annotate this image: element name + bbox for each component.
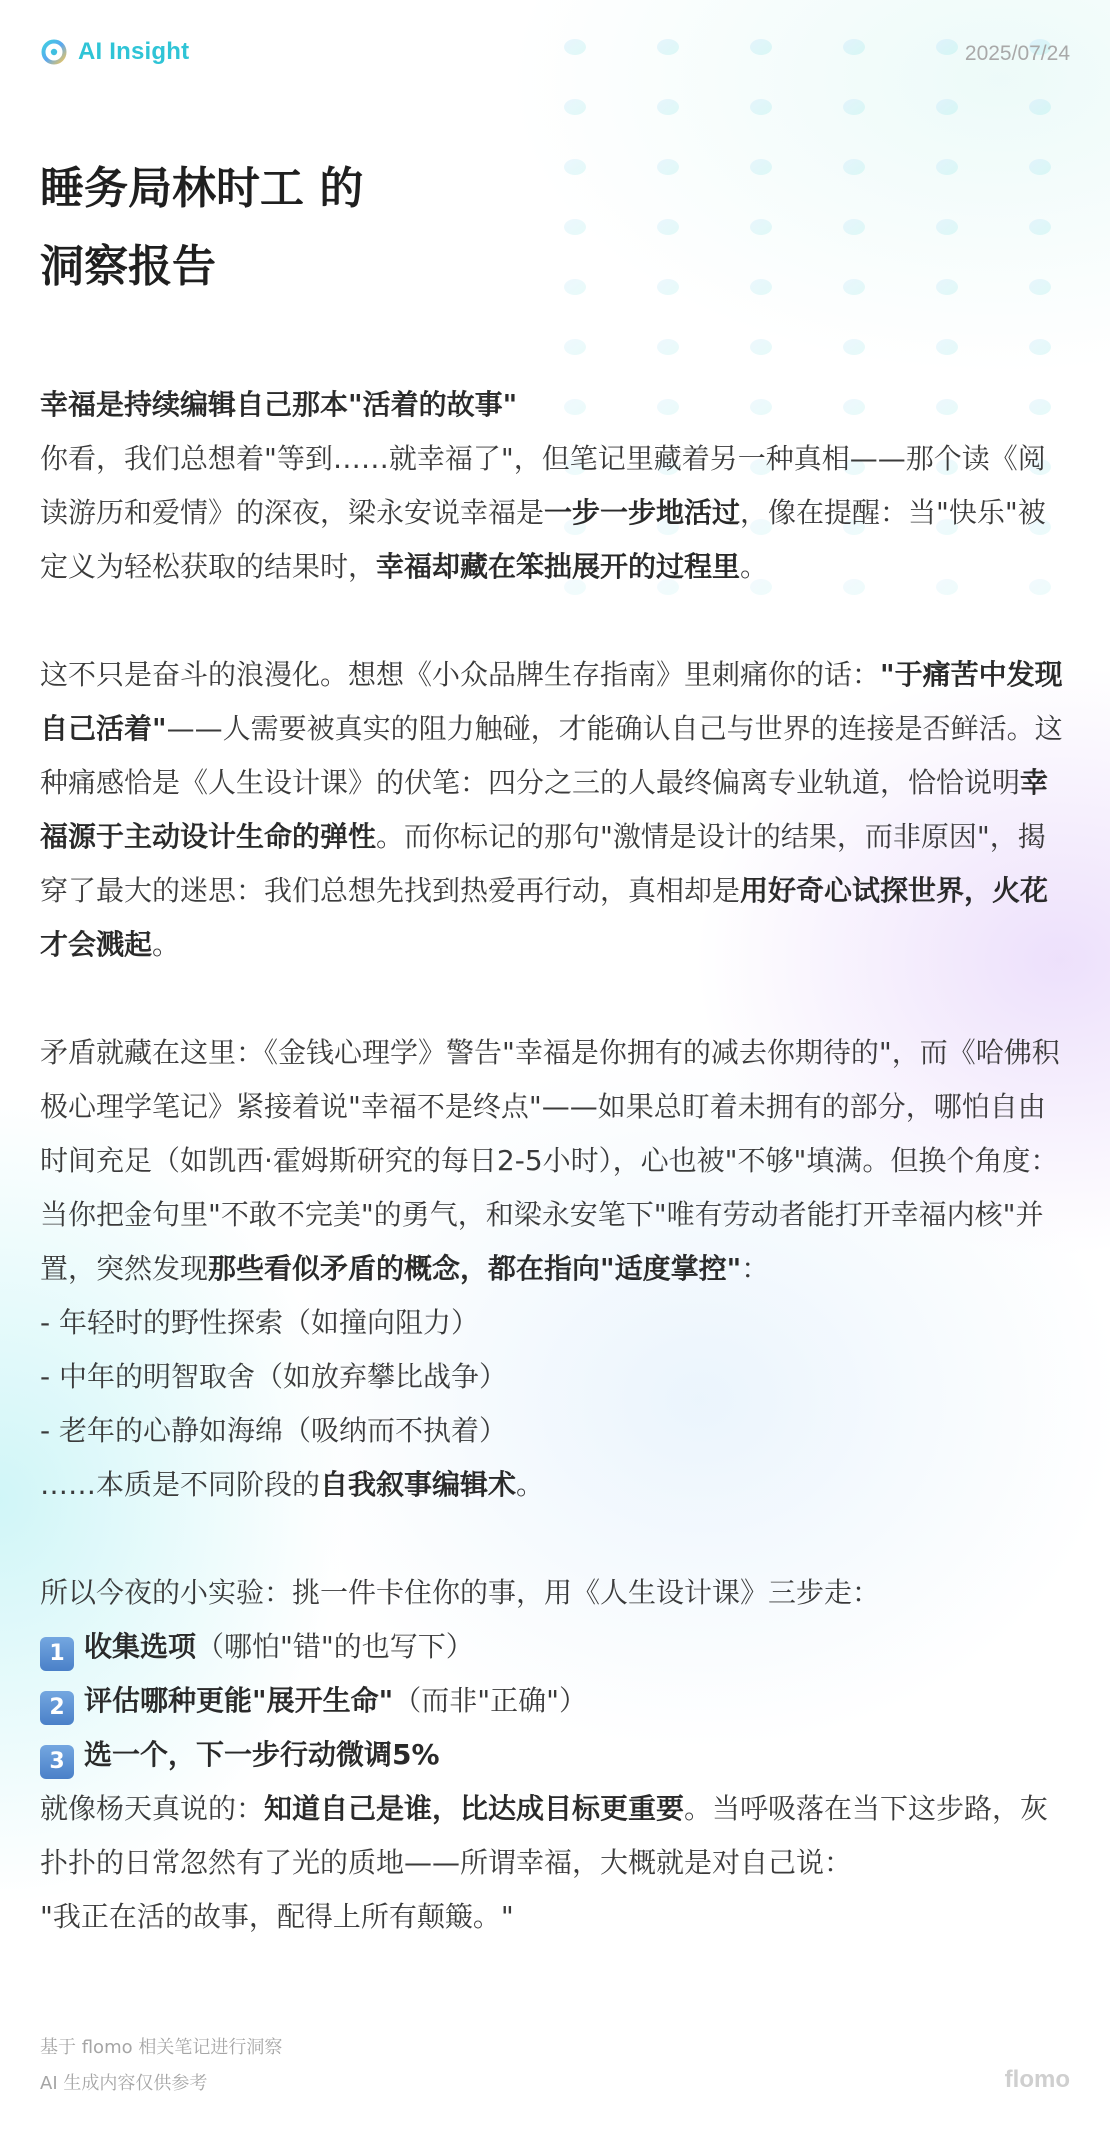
text-span: 矛盾就藏在这里：《金钱心理学》警告"幸福是你拥有的减去你期待的"，而《哈佛积极心理学笔记》紧接着说"幸福不是终点"——如果总盯着未拥有的部分，哪怕自由时间充足（如凯西·霍姆斯研究的每日2-5小时），心也被"不够"填满。但换个角度：当你把金句里"不敢不完美"的勇气，和梁永安笔下"唯有劳动者能打开幸福内核"并置，突然发现 (40, 1036, 1060, 1285)
text-span: ……本质是不同阶段的 (40, 1468, 321, 1501)
decorative-dot (750, 339, 772, 355)
footer (40, 2030, 282, 2102)
text-span: 。当呼吸落在当下这步路，灰扑扑的日常忽然有了光的质地——所谓幸福，大概就是对自己说： (40, 1792, 1049, 1879)
text-span: 。 (740, 550, 769, 583)
footer-source-note: 基于 flomo 相关笔记进行洞察 (40, 2037, 283, 2058)
paragraph-3 (40, 1026, 1072, 1512)
decorative-dot (657, 99, 679, 115)
bold-span: "于痛苦中发现自己活着" (40, 658, 1063, 745)
paragraph-3-end (40, 1458, 1072, 1512)
text-span: （而非"正确"） (393, 1684, 587, 1717)
decorative-dot (750, 279, 772, 295)
decorative-dot (564, 339, 586, 355)
experiment-intro: 所以今夜的小实验：挑一件卡住你的事，用《人生设计课》三步走： (40, 1576, 881, 1609)
keycap-number-icon: 2 (40, 1691, 74, 1725)
title-line-2: 洞察报告 (40, 241, 216, 292)
list-item: - 中年的明智取舍（如放弃攀比战争） (40, 1360, 508, 1393)
decorative-dot (936, 279, 958, 295)
text-span: 。而你标记的那句"激情是设计的结果，而非原因"，揭穿了最大的迷思：我们总想先找到热爱再行动，真相却是 (40, 820, 1046, 907)
decorative-dot (843, 339, 865, 355)
list-item: - 年轻时的野性探索（如撞向阻力） (40, 1306, 480, 1339)
footer-disclaimer: AI 生成内容仅供参考 (40, 2073, 208, 2094)
decorative-dot (1029, 339, 1051, 355)
text-span: ，像在提醒：当"快乐"被定义为轻松获取的结果时， (40, 496, 1046, 583)
text-span: 。 (516, 1468, 545, 1501)
decorative-dot (564, 99, 586, 115)
decorative-dot (936, 219, 958, 235)
report-date: 2025/07/24 (964, 42, 1070, 65)
step-item (40, 1620, 1072, 1674)
bold-span: 知道自己是谁，比达成目标更重要 (264, 1792, 685, 1825)
text-span: 你看，我们总想着"等到……就幸福了"，但笔记里藏着另一种真相——那个读《阅读游历和爱情》的深夜，梁永安说幸福是 (40, 442, 1046, 529)
list-item: - 老年的心静如海绵（吸纳而不执着） (40, 1414, 508, 1447)
bold-span: 幸福却藏在笨拙展开的过程里 (376, 550, 741, 583)
decorative-dot (1029, 219, 1051, 235)
text-span: ： (741, 1252, 770, 1285)
bold-span: 收集选项 (84, 1630, 197, 1663)
bold-span: 幸福源于主动设计生命的弹性 (40, 766, 1049, 853)
paragraph-2 (40, 648, 1072, 972)
decorative-dot (1029, 159, 1051, 175)
step-item (40, 1674, 1072, 1728)
decorative-dot (936, 339, 958, 355)
decorative-dot (657, 339, 679, 355)
paragraph-3-text (40, 1026, 1072, 1296)
title-line-1: 睡务局林时工 的 (40, 163, 364, 214)
ring-logo-icon (40, 38, 68, 66)
step-item (40, 1728, 1072, 1782)
decorative-dot (750, 219, 772, 235)
text-span: 这不只是奋斗的浪漫化。想想《小众品牌生存指南》里刺痛你的话： (40, 658, 881, 691)
decorative-dot (843, 279, 865, 295)
closing-quote: "我正在活的故事，配得上所有颠簸。" (40, 1900, 514, 1933)
decorative-dot (1029, 99, 1051, 115)
text-span: 。 (152, 928, 181, 961)
closing-text (40, 1782, 1072, 1890)
text-span: 就像杨天真说的： (40, 1792, 265, 1825)
decorative-dot (750, 159, 772, 175)
bold-span: 一步一步地活过 (544, 496, 741, 529)
decorative-dot (1029, 279, 1051, 295)
flomo-logo: flomo (1004, 2066, 1070, 2093)
bold-span: 那些看似矛盾的概念，都在指向"适度掌控" (208, 1252, 742, 1285)
decorative-dot (936, 99, 958, 115)
keycap-number-icon: 3 (40, 1745, 74, 1779)
bold-span: 评估哪种更能"展开生命" (84, 1684, 394, 1717)
bold-span: 选一个，下一步行动微调5% (84, 1738, 440, 1771)
bold-span: 用好奇心试探世界，火花才会溅起 (40, 874, 1049, 961)
decorative-dot (843, 159, 865, 175)
decorative-dot (936, 159, 958, 175)
decorative-dot (843, 219, 865, 235)
keycap-number-icon: 1 (40, 1637, 74, 1671)
report-body (40, 378, 1072, 1944)
text-span: （哪怕"错"的也写下） (196, 1630, 474, 1663)
text-span: ——人需要被真实的阻力触碰，才能确认自己与世界的连接是否鲜活。这种痛感恰是《人生设计课》的伏笔：四分之三的人最终偏离专业轨道，恰恰说明 (40, 712, 1063, 799)
header (40, 38, 1070, 74)
section-heading: 幸福是持续编辑自己那本"活着的故事" (40, 388, 518, 421)
paragraph-1-text (40, 432, 1072, 594)
decorative-dot (750, 99, 772, 115)
page-title (40, 150, 740, 306)
brand-name: AI Insight (78, 38, 190, 65)
paragraph-1 (40, 378, 1072, 594)
brand (40, 38, 189, 66)
paragraph-4 (40, 1566, 1072, 1944)
bold-span: 自我叙事编辑术 (320, 1468, 517, 1501)
decorative-dot (843, 99, 865, 115)
